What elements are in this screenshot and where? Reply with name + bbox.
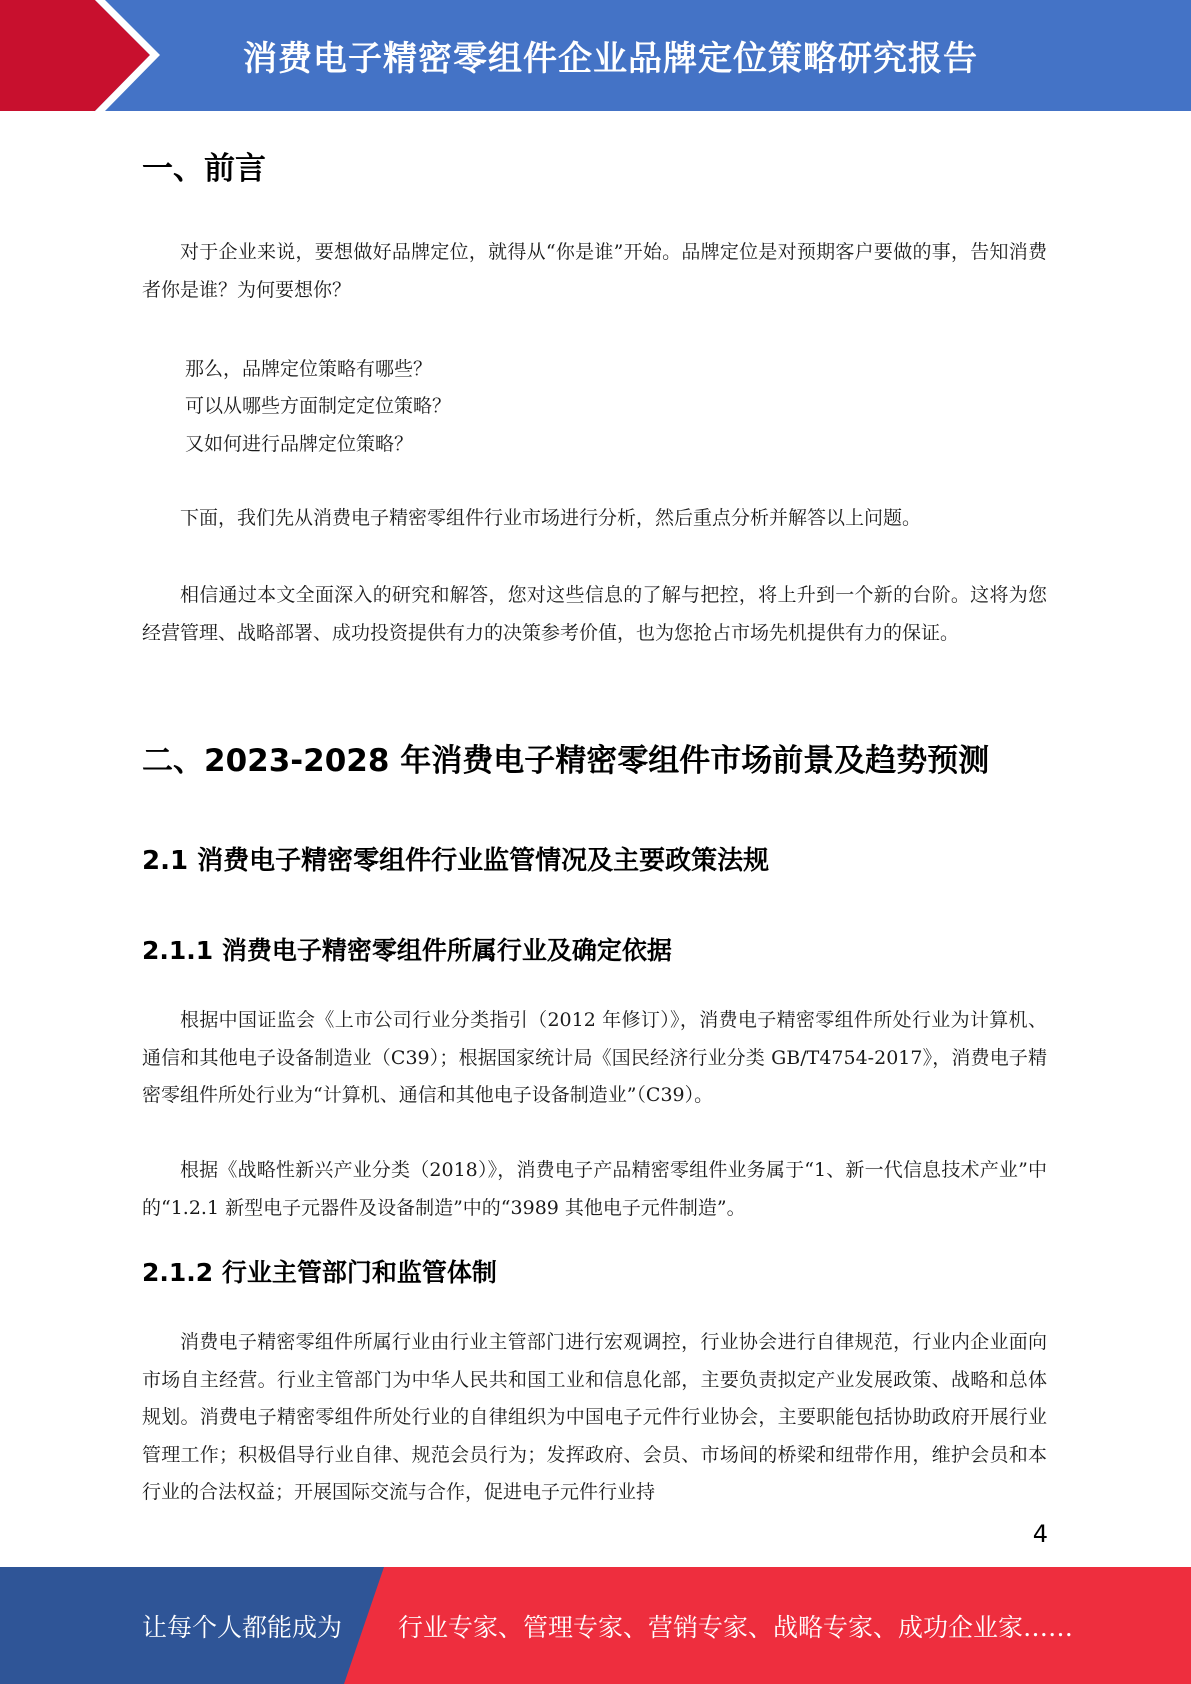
paragraph: 根据《战略性新兴产业分类（2018）》，消费电子产品精密零组件业务属于“1、新一代信息技术产业”中的“1.2.1 新型电子元器件及设备制造”中的“3989 其他电子元件制造”。 bbox=[142, 1159, 1047, 1219]
footer-banner bbox=[0, 1567, 1191, 1684]
subsubsection-heading: 2.1.1 消费电子精密零组件所属行业及确定依据 bbox=[142, 936, 672, 965]
paragraph: 相信通过本文全面深入的研究和解答，您对这些信息的了解与把控，将上升到一个新的台阶。这将为您经营管理、战略部署、成功投资提供有力的决策参考价值，也为您抢占市场先机提供有力的保证。 bbox=[142, 584, 1047, 644]
header-banner bbox=[0, 0, 1191, 111]
subsection-heading: 2.1 消费电子精密零组件行业监管情况及主要政策法规 bbox=[142, 846, 770, 876]
question-line: 又如何进行品牌定位策略？ bbox=[185, 433, 414, 455]
question-line: 那么，品牌定位策略有哪些？ bbox=[185, 358, 433, 380]
subsubsection-heading: 2.1.2 行业主管部门和监管体制 bbox=[142, 1258, 497, 1287]
paragraph: 对于企业来说，要想做好品牌定位，就得从“你是谁”开始。品牌定位是对预期客户要做的事，告知消费者你是谁？为何要想你？ bbox=[142, 241, 1047, 301]
report-title: 消费电子精密零组件企业品牌定位策略研究报告 bbox=[243, 39, 978, 79]
section-heading-preface: 一、前言 bbox=[142, 151, 266, 187]
page-number: 4 bbox=[1032, 1520, 1048, 1548]
footer-slogan-right: 行业专家、管理专家、营销专家、战略专家、成功企业家…… bbox=[398, 1612, 1074, 1642]
section-heading-market-outlook: 二、2023-2028 年消费电子精密零组件市场前景及趋势预测 bbox=[142, 743, 990, 779]
footer-slogan-left: 让每个人都能成为 bbox=[142, 1612, 343, 1642]
question-line: 可以从哪些方面制定定位策略？ bbox=[185, 395, 452, 417]
paragraph: 下面，我们先从消费电子精密零组件行业市场进行分析，然后重点分析并解答以上问题。 bbox=[180, 507, 922, 529]
paragraph: 根据中国证监会《上市公司行业分类指引（2012 年修订）》，消费电子精密零组件所处行业为计算机、通信和其他电子设备制造业（C39）；根据国家统计局《国民经济行业分类 GB/T4754-2017》，消费电子精密零组件所处行业为“计算机、通信和其他电子设备制造业”（C39）。 bbox=[142, 1009, 1047, 1106]
paragraph: 消费电子精密零组件所属行业由行业主管部门进行宏观调控，行业协会进行自律规范，行业内企业面向市场自主经营。行业主管部门为中华人民共和国工业和信息化部，主要负责拟定产业发展政策、战略和总体规划。消费电子精密零组件所处行业的自律组织为中国电子元件行业协会，主要职能包括协助政府开展行业管理工作；积极倡导行业自律、规范会员行为；发挥政府、会员、市场间的桥梁和纽带作用，维护会员和本行业的合法权益；开展国际交流与合作，促进电子元件行业持 bbox=[142, 1331, 1047, 1503]
